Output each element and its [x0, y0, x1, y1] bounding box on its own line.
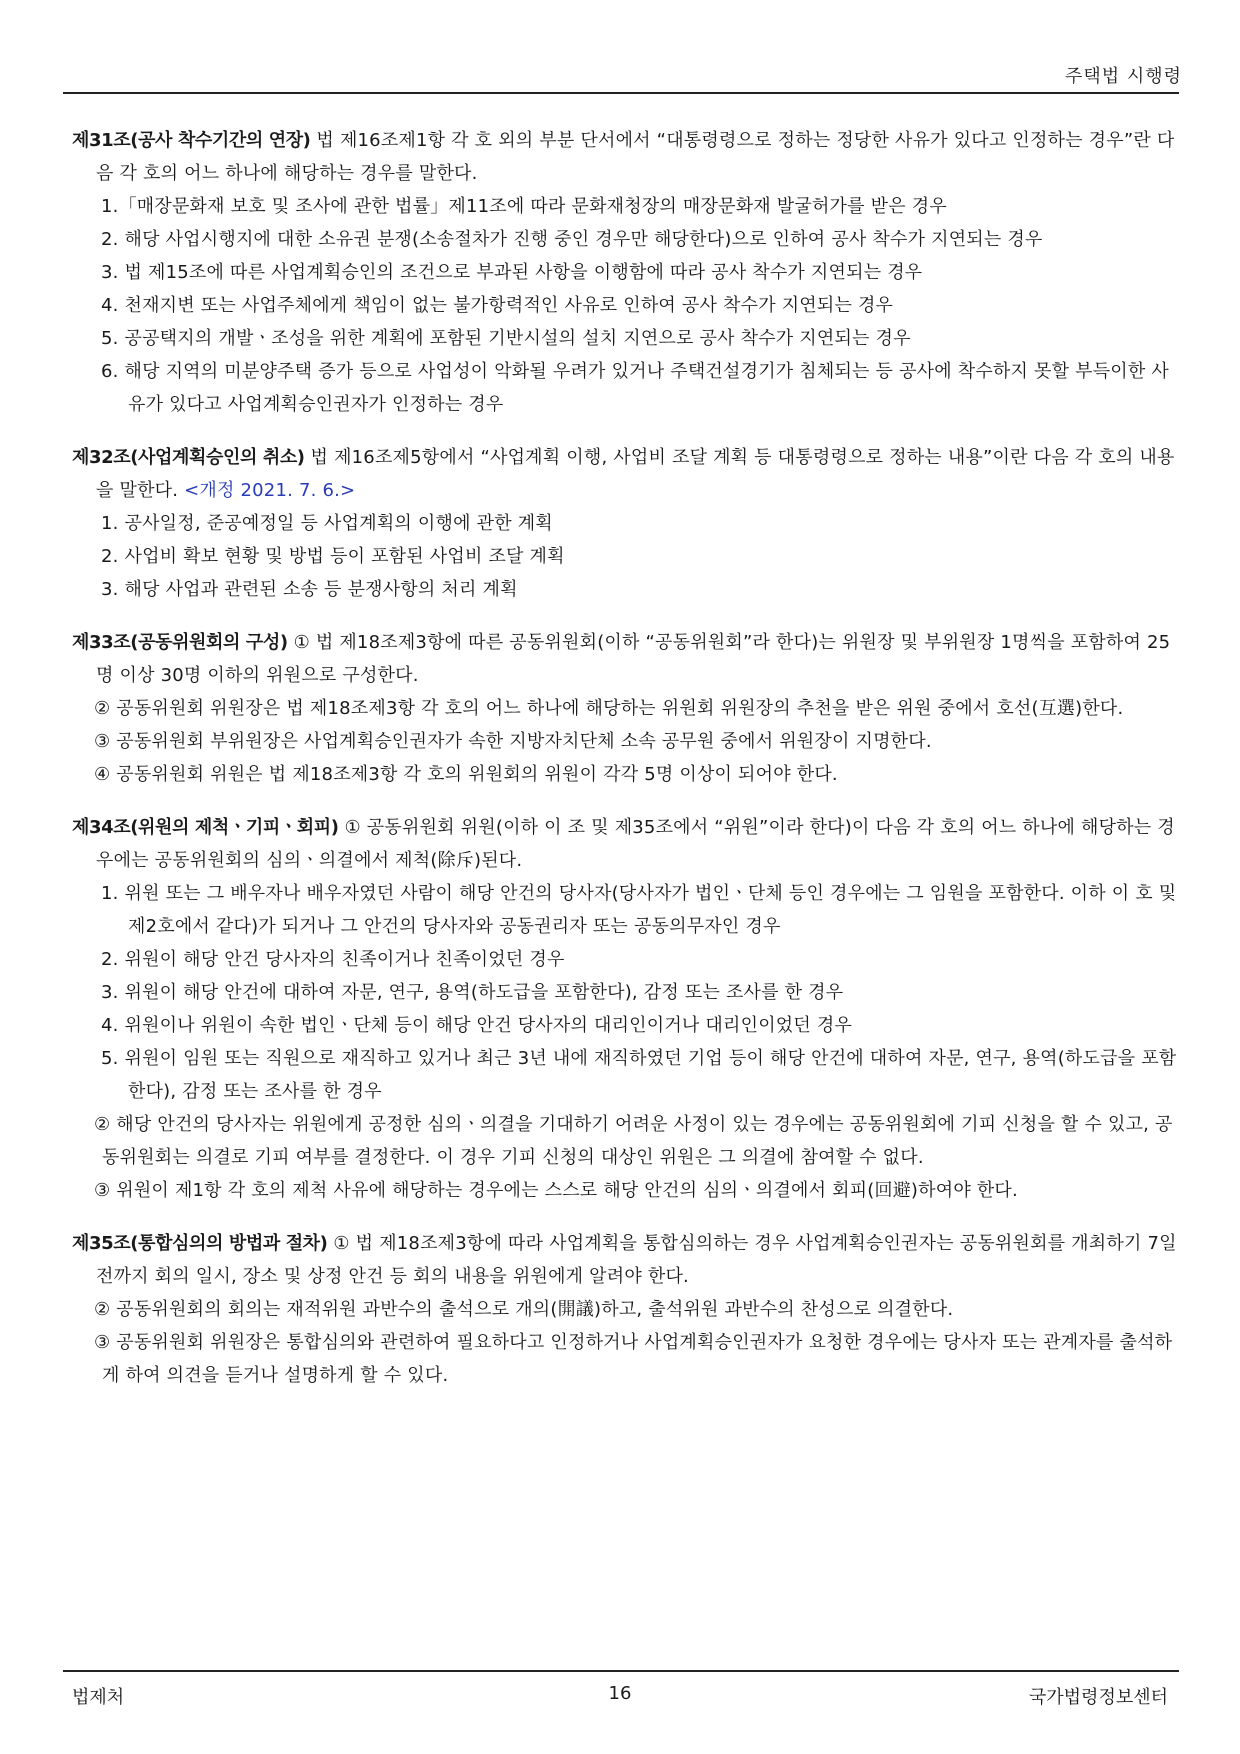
footer-source: 국가법령정보센터: [1028, 1687, 1168, 1708]
paragraph: ② 해당 안건의 당사자는 위원에게 공정한 심의ㆍ의결을 기대하기 어려운 사정이 있는 경우에는 공동위원회에 기피 신청을 할 수 있고, 공동위원회는 의결로 기피 여부를 결정한다. 이 경우 기피 신청의 대상인 위원은 그 의결에 참여할 수 없다.: [94, 1114, 1173, 1168]
article-title: 제33조(공동위원회의 구성): [72, 632, 288, 653]
footer-publisher: 법제처: [72, 1687, 125, 1708]
article-title: 제35조(통합심의의 방법과 절차): [72, 1233, 328, 1254]
article-heading: [72, 1227, 1177, 1293]
list-item: 6. 해당 지역의 미분양주택 증가 등으로 사업성이 악화될 우려가 있거나 주택건설경기가 침체되는 등 공사에 착수하지 못할 부득이한 사유가 있다고 사업계획승인권자가 인정하는 경우: [101, 361, 1169, 415]
paragraph: ② 공동위원회 위원장은 법 제18조제3항 각 호의 어느 하나에 해당하는 위원회 위원장의 추천을 받은 위원 중에서 호선(互選)한다.: [94, 698, 1124, 719]
list-item: 3. 법 제15조에 따른 사업계획승인의 조건으로 부과된 사항을 이행함에 따라 공사 착수가 지연되는 경우: [101, 262, 923, 283]
paragraph: ③ 위원이 제1항 각 호의 제척 사유에 해당하는 경우에는 스스로 해당 안건의 심의ㆍ의결에서 회피(回避)하여야 한다.: [94, 1180, 1018, 1201]
article-intro: 법 제16조제5항에서 “사업계획 이행, 사업비 조달 계획 등 대통령령으로 정하는 내용”이란 다음 각 호의 내용을 말한다.: [96, 447, 1175, 501]
article-title: 제34조(위원의 제척ㆍ기피ㆍ회피): [72, 817, 339, 838]
article-heading: [72, 811, 1177, 877]
article-heading: [72, 441, 1177, 507]
article-heading: [72, 626, 1177, 692]
list-item: 2. 사업비 확보 현황 및 방법 등이 포함된 사업비 조달 계획: [101, 546, 565, 567]
article-heading: [72, 124, 1177, 190]
article-intro: ① 법 제18조제3항에 따라 사업계획을 통합심의하는 경우 사업계획승인권자는 공동위원회를 개최하기 7일 전까지 회의 일시, 장소 및 상정 안건 등 회의 내용을 위원에게 알려야 한다.: [96, 1233, 1177, 1287]
article-intro: 법 제16조제1항 각 호 외의 부분 단서에서 “대통령령으로 정하는 정당한 사유가 있다고 인정하는 경우”란 다음 각 호의 어느 하나에 해당하는 경우를 말한다.: [96, 130, 1175, 184]
document-body: [72, 124, 1177, 1412]
list-item: 2. 해당 사업시행지에 대한 소유권 분쟁(소송절차가 진행 중인 경우만 해당한다)으로 인하여 공사 착수가 지연되는 경우: [101, 229, 1043, 250]
article-31: [72, 124, 1177, 421]
article-33: [72, 626, 1177, 791]
amendment-note: <개정 2021. 7. 6.>: [184, 480, 356, 501]
list-item: 5. 공공택지의 개발ㆍ조성을 위한 계획에 포함된 기반시설의 설치 지연으로 공사 착수가 지연되는 경우: [101, 328, 911, 349]
document-title: 주택법 시행령: [1064, 66, 1182, 87]
list-item: 4. 위원이나 위원이 속한 법인ㆍ단체 등이 해당 안건 당사자의 대리인이거나 대리인이었던 경우: [101, 1015, 853, 1036]
list-item: 4. 천재지변 또는 사업주체에게 책임이 없는 불가항력적인 사유로 인하여 공사 착수가 지연되는 경우: [101, 295, 894, 316]
list-item: 2. 위원이 해당 안건 당사자의 친족이거나 친족이었던 경우: [101, 949, 565, 970]
list-item: 1.「매장문화재 보호 및 조사에 관한 법률」제11조에 따라 문화재청장의 매장문화재 발굴허가를 받은 경우: [101, 196, 947, 217]
paragraph: ② 공동위원회의 회의는 재적위원 과반수의 출석으로 개의(開議)하고, 출석위원 과반수의 찬성으로 의결한다.: [94, 1299, 954, 1320]
header-divider: [63, 92, 1179, 94]
paragraph: ④ 공동위원회 위원은 법 제18조제3항 각 호의 위원회의 위원이 각각 5명 이상이 되어야 한다.: [94, 764, 838, 785]
article-intro: ① 공동위원회 위원(이하 이 조 및 제35조에서 “위원”이라 한다)이 다음 각 호의 어느 하나에 해당하는 경우에는 공동위원회의 심의ㆍ의결에서 제척(除斥)된다.: [96, 817, 1175, 871]
article-32: [72, 441, 1177, 606]
article-34: [72, 811, 1177, 1207]
article-title: 제31조(공사 착수기간의 연장): [72, 130, 311, 151]
list-item: 1. 위원 또는 그 배우자나 배우자였던 사람이 해당 안건의 당사자(당사자가 법인ㆍ단체 등인 경우에는 그 임원을 포함한다. 이하 이 호 및 제2호에서 같다)가 되거나 그 안건의 당사자와 공동권리자 또는 공동의무자인 경우: [101, 883, 1177, 937]
article-intro: ① 법 제18조제3항에 따른 공동위원회(이하 “공동위원회”라 한다)는 위원장 및 부위원장 1명씩을 포함하여 25명 이상 30명 이하의 위원으로 구성한다.: [96, 632, 1171, 686]
paragraph: ③ 공동위원회 부위원장은 사업계획승인권자가 속한 지방자치단체 소속 공무원 중에서 위원장이 지명한다.: [94, 731, 932, 752]
list-item: 3. 해당 사업과 관련된 소송 등 분쟁사항의 처리 계획: [101, 579, 518, 600]
paragraph: ③ 공동위원회 위원장은 통합심의와 관련하여 필요하다고 인정하거나 사업계획승인권자가 요청한 경우에는 당사자 또는 관계자를 출석하게 하여 의견을 듣거나 설명하게 할 수 있다.: [94, 1332, 1173, 1386]
article-title: 제32조(사업계획승인의 취소): [72, 447, 305, 468]
footer-divider: [63, 1670, 1179, 1672]
list-item: 3. 위원이 해당 안건에 대하여 자문, 연구, 용역(하도급을 포함한다), 감정 또는 조사를 한 경우: [101, 982, 844, 1003]
list-item: 1. 공사일정, 준공예정일 등 사업계획의 이행에 관한 계획: [101, 513, 553, 534]
page-number: 16: [608, 1683, 632, 1704]
list-item: 5. 위원이 임원 또는 직원으로 재직하고 있거나 최근 3년 내에 재직하였던 기업 등이 해당 안건에 대하여 자문, 연구, 용역(하도급을 포함한다), 감정 또는 조사를 한 경우: [101, 1048, 1177, 1102]
article-35: [72, 1227, 1177, 1392]
